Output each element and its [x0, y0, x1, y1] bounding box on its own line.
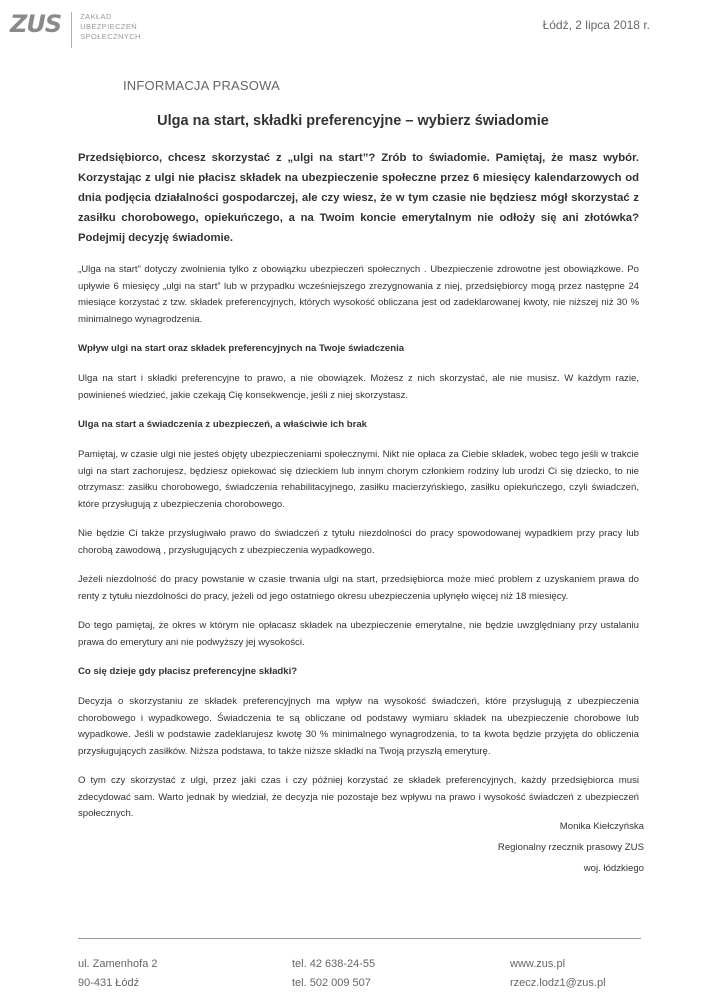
- logo-divider: [71, 12, 72, 48]
- section-paragraph: Pamiętaj, w czasie ulgi nie jesteś objęty ubezpieczeniami społecznymi. Nikt nie opłaca za Ciebie składek, wobec tego jeśli w trakcie ulgi na start zachorujesz, będziesz opiekować się dzieckiem lub innym chorym członkiem rodziny lub urodzi Ci się dziecko, to nie otrzymasz: zasiłku chorobowego, świadczenia rehabilitacyjnego, zasiłku macierzyńskiego, zasiłku opiekuńczego, czyli świadczeń, które przysługują z ubezpieczenia chorobowego.: [78, 449, 639, 510]
- section-paragraph: Decyzja o skorzystaniu ze składek preferencyjnych ma wpływ na wysokość świadczeń, które przysługują z ubezpieczenia chorobowego i wypadkowego. Świadczenia te są obliczane od podstawy wymiaru składek na ubezpieczenie chorobowe lub wypadkowe. Jeśli w podstawie zadeklarujesz kwotę 30 % minimalnego wynagrodzenia, to ta kwota będzie przyjęta do obliczenia przysługujących zasiłków. Niższa podstawa, to także niższe składki na Twoją przyszłą emeryturę.: [78, 696, 639, 757]
- footer-phones: [292, 955, 375, 993]
- lead-paragraph: Przedsiębiorco, chcesz skorzystać z „ulgi na start”? Zrób to świadomie. Pamiętaj, że masz wybór. Korzystając z ulgi nie płacisz składek na ubezpieczenie społeczne przez 6 miesięcy kalendarzowych od dnia podjęcia działalności gospodarczej, ale czy wiesz, że w tym czasie nie będziesz mógł skorzystać z zasiłku chorobowego, opiekuńczego, a na Twoim koncie emerytalnym nie odłoży się ani złotówka? Podejmij decyzję świadomie.: [78, 152, 639, 244]
- logo-word: UBEZPIECZEŃ: [80, 22, 138, 31]
- document-date: Łódź, 2 lipca 2018 r.: [542, 18, 650, 32]
- logo-wordmark: [80, 12, 141, 42]
- signature-name: Monika Kiełczyńska: [559, 821, 644, 832]
- footer-city: 90-431 Łódź: [78, 977, 140, 989]
- section-paragraph: Ulga na start i składki preferencyjne to prawo, a nie obowiązek. Możesz z nich skorzystać, ale nie musisz. W każdym razie, powinieneś wiedzieć, jakie czekają Cię konsekwencje, jeśli z niej skorzystasz.: [78, 373, 639, 401]
- section-heading: Ulga na start a świadczenia z ubezpieczeń, a właściwie ich brak: [78, 419, 367, 430]
- signature-region: woj. łódzkiego: [583, 863, 644, 874]
- section-paragraph: Jeżeli niezdolność do pracy powstanie w czasie trwania ulgi na start, przedsiębiorca może mieć problem z uzyskaniem prawa do renty z tytułu niezdolności do pracy, jeżeli od jego ostatniego okresu ubezpieczenia upłynęło więcej niż 18 miesięcy.: [78, 574, 639, 602]
- logo-word: ZAKŁAD: [80, 12, 112, 21]
- document-body: [78, 148, 639, 836]
- document-title: Ulga na start, składki preferencyjne – wybierz świadomie: [157, 113, 549, 129]
- section-paragraph: O tym czy skorzystać z ulgi, przez jaki czas i czy później korzystać ze składek preferencyjnych, każdy przedsiębiorca musi zdecydować sam. Warto jednak by wiedział, że decyzja nie pozostaje bez wpływu na prawo i wysokość świadczeń z ubezpieczeń społecznych.: [78, 775, 639, 819]
- zus-logo: [10, 12, 141, 48]
- intro-paragraph: „Ulga na start” dotyczy zwolnienia tylko z obowiązku ubezpieczeń społecznych . Ubezpieczenie zdrowotne jest obowiązkowe. Po upływie 6 miesięcy „ulgi na start” lub w przypadku wcześniejszego zrezygnowania z niej, przedsiębiorcy mogą przez następne 24 miesiące korzystać z tzw. składek preferencyjnych, których wysokość obliczana jest od zadeklarowanej kwoty, nie niższej niż 30 % minimalnego wynagrodzenia.: [78, 264, 639, 325]
- section-paragraph: Nie będzie Ci także przysługiwało prawo do świadczeń z tytułu niezdolności do pracy spowodowanej wypadkiem przy pracy lub chorobą zawodową , przysługujących z ubezpieczenia wypadkowego.: [78, 528, 639, 556]
- section-heading: Co się dzieje gdy płacisz preferencyjne składki?: [78, 666, 298, 677]
- section-heading: Wpływ ulgi na start oraz składek preferencyjnych na Twoje świadczenia: [78, 343, 405, 354]
- footer-address: [78, 955, 158, 993]
- signature-role: Regionalny rzecznik prasowy ZUS: [497, 842, 644, 853]
- logo-mark: ZUS: [10, 10, 62, 38]
- press-release-label: INFORMACJA PRASOWA: [123, 78, 280, 93]
- footer-divider: [78, 938, 641, 939]
- footer-phone: tel. 42 638-24-55: [292, 958, 376, 970]
- footer-phone: tel. 502 009 507: [292, 977, 371, 989]
- signature-block: [498, 816, 644, 879]
- footer-email-link[interactable]: rzecz.lodz1@zus.pl: [510, 977, 606, 989]
- section-paragraph: Do tego pamiętaj, że okres w którym nie opłacasz składek na ubezpieczenie emerytalne, nie będzie uwzględniany przy ustalaniu prawa do emerytury ani nie podwyższy jej wysokości.: [78, 620, 639, 648]
- footer-street: ul. Zamenhofa 2: [78, 958, 158, 970]
- footer-contact: [510, 955, 606, 993]
- logo-word: SPOŁECZNYCH: [80, 32, 141, 41]
- footer-website-link[interactable]: www.zus.pl: [510, 958, 566, 970]
